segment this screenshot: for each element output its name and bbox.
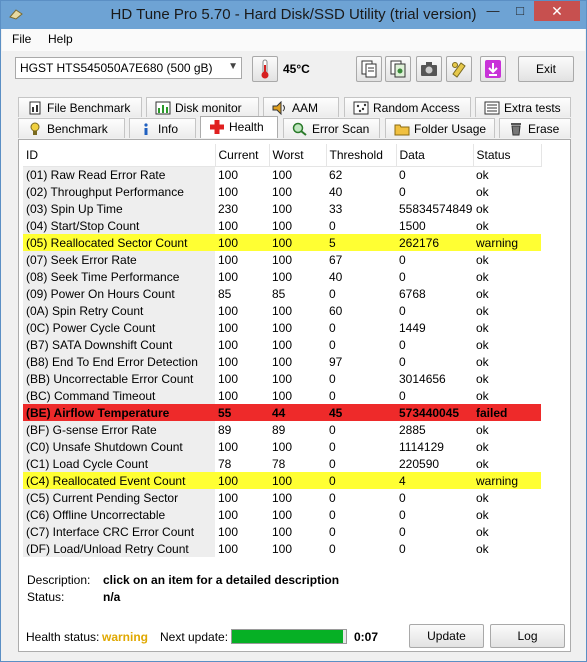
threshold-value: 60 [329, 303, 343, 318]
threshold-value: 0 [329, 320, 336, 335]
status-value: ok [476, 371, 489, 386]
current-value: 100 [218, 320, 239, 335]
data-value: 1449 [399, 320, 426, 335]
tab-health[interactable] [200, 116, 278, 138]
threshold-value: 0 [329, 371, 336, 386]
tab-random-access[interactable] [344, 97, 471, 117]
health-status-value: warning [102, 630, 149, 644]
attribute-id: (BE) Airflow Temperature [23, 404, 215, 421]
status-value: ok [476, 337, 489, 352]
attribute-id: (02) Throughput Performance [23, 183, 215, 200]
extra-tests-icon [484, 101, 500, 115]
data-value: 0 [399, 252, 406, 267]
worst-value: 100 [272, 524, 293, 539]
attribute-id: (C1) Load Cycle Count [23, 455, 215, 472]
health-status-label: Health status: [26, 630, 100, 644]
attribute-id: (C7) Interface CRC Error Count [23, 523, 215, 540]
table-row[interactable] [23, 234, 541, 251]
tab-label: Random Access [373, 101, 460, 115]
current-value: 100 [218, 439, 239, 454]
worst-value: 100 [272, 269, 293, 284]
tab-info[interactable] [129, 118, 196, 138]
data-value: 55834574849 [399, 201, 473, 216]
data-value: 6768 [399, 286, 426, 301]
status-value: warning [473, 234, 541, 251]
threshold-value: 67 [329, 252, 343, 267]
current-value: 100 [218, 184, 239, 199]
camera-icon [417, 57, 441, 81]
data-value: 4 [396, 472, 473, 489]
options-icon [447, 57, 471, 81]
attribute-id: (C6) Offline Uncorrectable [23, 506, 215, 523]
threshold-value: 0 [329, 456, 336, 471]
column-header[interactable]: Data [396, 144, 473, 166]
current-value: 100 [218, 524, 239, 539]
tab-label: Info [158, 122, 179, 136]
tab-aam[interactable] [263, 97, 339, 117]
table-row[interactable] [23, 387, 541, 404]
current-value: 100 [218, 218, 239, 233]
data-value: 573440045 [396, 404, 473, 421]
column-header[interactable]: Current [215, 144, 269, 166]
attribute-id: (BF) G-sense Error Rate [23, 421, 215, 438]
column-header[interactable]: ID [23, 144, 215, 166]
attribute-id: (08) Seek Time Performance [23, 268, 215, 285]
worst-value: 89 [272, 422, 286, 437]
tab-error-scan[interactable] [283, 118, 380, 138]
worst-value: 100 [272, 388, 293, 403]
threshold-value: 0 [329, 218, 336, 233]
menu-help[interactable]: Help [48, 32, 73, 46]
status-value: ok [476, 252, 489, 267]
drive-select[interactable] [15, 57, 242, 79]
attribute-id: (03) Spin Up Time [23, 200, 215, 217]
column-header[interactable]: Status [473, 144, 541, 166]
data-value: 0 [399, 354, 406, 369]
tab-disk-monitor[interactable] [146, 97, 259, 117]
info-icon [138, 122, 154, 136]
table-row[interactable] [23, 302, 541, 319]
attribute-id: (DF) Load/Unload Retry Count [23, 540, 215, 557]
table-row[interactable] [23, 319, 541, 336]
column-header[interactable]: Worst [269, 144, 326, 166]
random-access-icon [353, 101, 369, 115]
status-value: n/a [103, 590, 121, 604]
tab-label: Benchmark [47, 122, 108, 136]
table-row[interactable] [23, 251, 541, 268]
tab-label: Health [229, 120, 264, 134]
tab-label: AAM [292, 101, 319, 115]
attribute-id: (07) Seek Error Rate [23, 251, 215, 268]
worst-value: 100 [272, 167, 293, 182]
worst-value: 100 [272, 541, 293, 556]
status-value: ok [476, 354, 489, 369]
worst-value: 100 [272, 354, 293, 369]
data-value: 0 [399, 167, 406, 182]
table-row[interactable] [23, 540, 541, 557]
benchmark-icon [27, 122, 43, 136]
attribute-id: (BB) Uncorrectable Error Count [23, 370, 215, 387]
table-row[interactable] [23, 268, 541, 285]
download-icon [481, 57, 505, 81]
footer [18, 619, 571, 651]
description-label: Description: [27, 573, 91, 587]
speaker-icon [272, 101, 288, 115]
attribute-id: (09) Power On Hours Count [23, 285, 215, 302]
current-value: 100 [218, 354, 239, 369]
status-value: ok [476, 201, 489, 216]
current-value: 100 [215, 472, 269, 489]
table-row[interactable] [23, 506, 541, 523]
copy-icon [357, 57, 381, 81]
threshold-value: 62 [329, 167, 343, 182]
chevron-down-icon: ▼ [228, 61, 238, 72]
current-value: 100 [218, 541, 239, 556]
temperature-value: 45°C [283, 62, 310, 76]
current-value: 100 [218, 388, 239, 403]
data-value: 1114129 [399, 439, 444, 454]
table-row[interactable] [23, 455, 541, 472]
attribute-id: (B7) SATA Downshift Count [23, 336, 215, 353]
worst-value: 100 [272, 337, 293, 352]
current-value: 100 [218, 507, 239, 522]
current-value: 100 [218, 490, 239, 505]
copy-all-icon [386, 57, 410, 81]
current-value: 230 [218, 201, 239, 216]
status-value: ok [476, 303, 489, 318]
data-value: 3014656 [399, 371, 446, 386]
folder-icon [394, 122, 410, 136]
current-value: 85 [218, 286, 232, 301]
status-value: ok [476, 286, 489, 301]
data-value: 0 [399, 388, 406, 403]
attribute-id: (BC) Command Timeout [23, 387, 215, 404]
title-bar[interactable] [1, 1, 586, 29]
worst-value: 100 [272, 507, 293, 522]
worst-value: 100 [272, 490, 293, 505]
threshold-value: 0 [329, 422, 336, 437]
next-update-label: Next update: [160, 630, 229, 644]
tab-file-benchmark[interactable] [18, 97, 142, 117]
error-scan-icon [292, 122, 308, 136]
worst-value: 100 [272, 184, 293, 199]
attribute-id: (05) Reallocated Sector Count [23, 234, 215, 251]
table-row[interactable] [23, 336, 541, 353]
screenshot-button[interactable] [416, 56, 442, 82]
exit-button[interactable]: Exit [518, 56, 574, 82]
log-button[interactable]: Log [490, 624, 565, 648]
health-panel [18, 139, 571, 652]
status-value: ok [476, 269, 489, 284]
current-value: 100 [218, 167, 239, 182]
threshold-value: 40 [329, 184, 343, 199]
tab-label: Erase [528, 122, 560, 136]
column-header[interactable]: Threshold [326, 144, 396, 166]
data-value: 0 [399, 541, 406, 556]
current-value: 100 [218, 303, 239, 318]
status-value: ok [476, 218, 489, 233]
worst-value: 100 [272, 439, 293, 454]
threshold-value: 0 [329, 337, 336, 352]
minimize-button[interactable]: — [486, 3, 500, 18]
tab-folder-usage[interactable] [385, 118, 495, 138]
threshold-value: 0 [329, 490, 336, 505]
threshold-value: 0 [329, 439, 336, 454]
current-value: 100 [218, 252, 239, 267]
tab-label: File Benchmark [47, 101, 131, 115]
status-value: ok [476, 388, 489, 403]
attribute-id: (B8) End To End Error Detection [23, 353, 215, 370]
status-value: ok [476, 320, 489, 335]
threshold-value: 0 [329, 524, 336, 539]
copy-text-button[interactable] [356, 56, 382, 82]
threshold-value: 40 [329, 269, 343, 284]
table-row[interactable] [23, 523, 541, 540]
threshold-value: 97 [329, 354, 343, 369]
attribute-id: (C4) Reallocated Event Count [23, 472, 215, 489]
data-value: 1500 [399, 218, 426, 233]
maximize-button[interactable]: □ [516, 3, 524, 18]
status-label: Status: [27, 590, 65, 604]
data-value: 0 [399, 337, 406, 352]
worst-value: 100 [272, 201, 293, 216]
worst-value: 78 [272, 456, 286, 471]
tab-label: Extra tests [504, 101, 561, 115]
status-value: ok [476, 439, 489, 454]
threshold-value: 0 [329, 388, 336, 403]
data-value: 220590 [399, 456, 440, 471]
temperature-indicator [252, 56, 278, 82]
thermometer-icon [253, 57, 277, 81]
status-value: ok [476, 167, 489, 182]
worst-value: 85 [272, 286, 286, 301]
data-value: 0 [399, 184, 406, 199]
status-value: ok [476, 507, 489, 522]
toolbar [2, 51, 585, 89]
disk-monitor-icon [155, 101, 171, 115]
table-row[interactable] [23, 472, 541, 489]
data-value: 0 [399, 269, 406, 284]
data-value: 0 [399, 490, 406, 505]
status-value: warning [473, 472, 541, 489]
current-value: 100 [215, 234, 269, 251]
table-row[interactable] [23, 353, 541, 370]
table-row[interactable] [23, 285, 541, 302]
threshold-value: 0 [329, 286, 336, 301]
status-value: ok [476, 184, 489, 199]
table-row[interactable] [23, 370, 541, 387]
smart-table-body [23, 166, 541, 557]
threshold-value: 5 [326, 234, 396, 251]
tab-extra-tests[interactable] [475, 97, 571, 117]
worst-value: 44 [269, 404, 326, 421]
threshold-value: 0 [326, 472, 396, 489]
smart-table [23, 144, 542, 557]
tab-label: Disk monitor [175, 101, 242, 115]
data-value: 0 [399, 524, 406, 539]
description-value: click on an item for a detailed description [103, 573, 340, 587]
table-row[interactable] [23, 166, 541, 183]
worst-value: 100 [272, 252, 293, 267]
options-button[interactable] [446, 56, 472, 82]
table-header-row [23, 144, 541, 166]
status-value: ok [476, 422, 489, 437]
current-value: 78 [218, 456, 232, 471]
next-update-time: 0:07 [354, 630, 379, 644]
tab-benchmark[interactable] [18, 118, 125, 138]
table-row[interactable] [23, 404, 541, 421]
current-value: 100 [218, 337, 239, 352]
copy-all-button[interactable] [385, 56, 411, 82]
menu-file[interactable]: File [12, 32, 32, 46]
health-icon [209, 120, 225, 134]
status-value: ok [476, 541, 489, 556]
data-value: 0 [399, 303, 406, 318]
worst-value: 100 [272, 303, 293, 318]
next-update-progress [231, 629, 347, 644]
worst-value: 100 [272, 218, 293, 233]
worst-value: 100 [272, 371, 293, 386]
worst-value: 100 [269, 234, 326, 251]
current-value: 100 [218, 371, 239, 386]
save-button[interactable] [480, 56, 506, 82]
threshold-value: 0 [329, 507, 336, 522]
threshold-value: 0 [329, 541, 336, 556]
attribute-id: (0C) Power Cycle Count [23, 319, 215, 336]
file-benchmark-icon [27, 101, 43, 115]
attribute-id: (C5) Current Pending Sector [23, 489, 215, 506]
worst-value: 100 [269, 472, 326, 489]
tab-erase[interactable] [499, 118, 571, 138]
data-value: 262176 [396, 234, 473, 251]
attribute-id: (04) Start/Stop Count [23, 217, 215, 234]
current-value: 55 [215, 404, 269, 421]
status-value: ok [476, 490, 489, 505]
update-button[interactable]: Update [409, 624, 484, 648]
worst-value: 100 [272, 320, 293, 335]
threshold-value: 33 [329, 201, 343, 216]
table-row[interactable] [23, 183, 541, 200]
status-value: ok [476, 456, 489, 471]
table-row[interactable] [23, 489, 541, 506]
threshold-value: 45 [326, 404, 396, 421]
table-row[interactable] [23, 421, 541, 438]
attribute-id: (C0) Unsafe Shutdown Count [23, 438, 215, 455]
attribute-id: (01) Raw Read Error Rate [23, 166, 215, 183]
menu-bar [2, 29, 585, 51]
erase-icon [508, 122, 524, 136]
drive-select-value: HGST HTS545050A7E680 (500 gB) [20, 61, 213, 75]
window-title: HD Tune Pro 5.70 - Hard Disk/SSD Utility (trial version) [110, 6, 477, 23]
attribute-id: (0A) Spin Retry Count [23, 302, 215, 319]
table-row[interactable] [23, 200, 541, 217]
current-value: 89 [218, 422, 232, 437]
progress-fill [232, 630, 343, 643]
tab-label: Folder Usage [414, 122, 487, 136]
status-value: failed [473, 404, 541, 421]
tab-label: Error Scan [312, 122, 370, 136]
table-row[interactable] [23, 217, 541, 234]
table-row[interactable] [23, 438, 541, 455]
status-value: ok [476, 524, 489, 539]
data-value: 0 [399, 507, 406, 522]
data-value: 2885 [399, 422, 426, 437]
close-button[interactable]: ✕ [534, 1, 580, 21]
current-value: 100 [218, 269, 239, 284]
